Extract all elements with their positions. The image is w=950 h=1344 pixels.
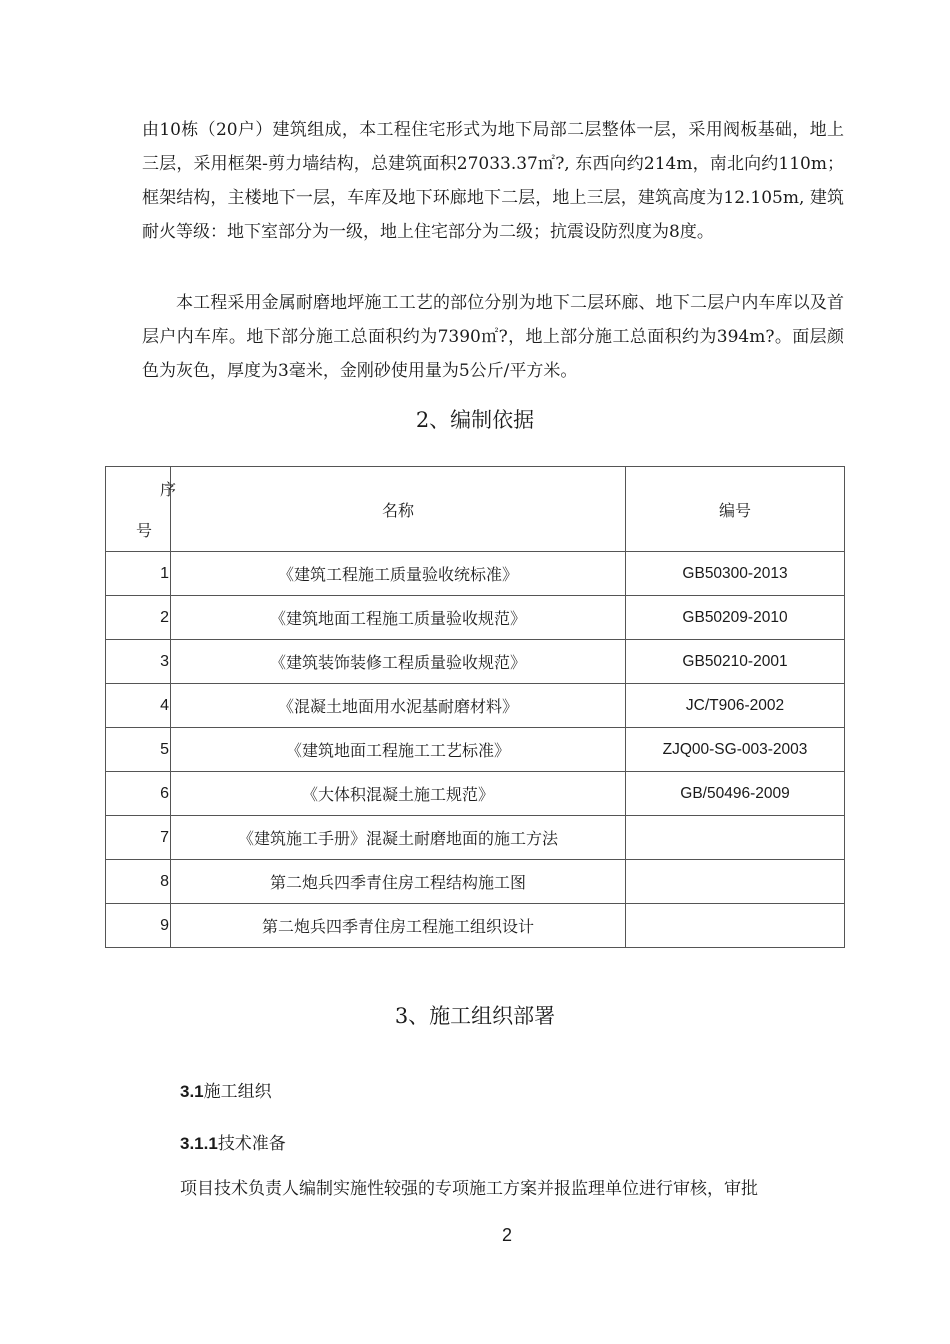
- row-no: 4: [106, 684, 171, 728]
- section-heading-basis: 2、编制依据: [415, 408, 535, 432]
- row-name: 《大体积混凝土施工规范》: [171, 772, 626, 816]
- subheading-technical-prep: [180, 1129, 286, 1154]
- row-name: 《建筑装饰装修工程质量验收规范》: [171, 640, 626, 684]
- row-name: 《混凝土地面用水泥基耐磨材料》: [171, 684, 626, 728]
- table-row: [106, 772, 845, 816]
- table-row: [106, 596, 845, 640]
- row-no: 2: [106, 596, 171, 640]
- header-cell-code: 编号: [626, 467, 845, 552]
- row-no: 6: [106, 772, 171, 816]
- section-heading-organization: 3、施工组织部署: [394, 1004, 556, 1028]
- paragraph-project-overview: 由10栋（20户）建筑组成，本工程住宅形式为地下局部二层整体一层，采用阀板基础，地上三层，采用框架-剪力墙结构，总建筑面积27033.37㎡?, 东西向约214m，南北向约110m；框架结构，主楼地下一层，车库及地下环廊地下二层，地上三层，建筑高度为12.105m, 建筑耐火等级：地下室部分为一级，地上住宅部分为二级；抗震设防烈度为8度。: [142, 120, 844, 242]
- row-code: GB50209-2010: [626, 596, 845, 640]
- row-no: 7: [106, 816, 171, 860]
- row-name: 《建筑地面工程施工工艺标准》: [171, 728, 626, 772]
- page-number: 2: [501, 1225, 512, 1245]
- table-row: [106, 860, 845, 904]
- header-no-part2: 号: [136, 521, 153, 540]
- row-code: GB50210-2001: [626, 640, 845, 684]
- table-row: [106, 552, 845, 596]
- table-row: [106, 640, 845, 684]
- row-no: 1: [106, 552, 171, 596]
- table-row: [106, 816, 845, 860]
- subheading-number: 3.1.1: [180, 1134, 218, 1153]
- row-code: GB/50496-2009: [626, 772, 845, 816]
- row-code: [626, 816, 845, 860]
- table-row: [106, 728, 845, 772]
- row-name: 《建筑施工手册》混凝土耐磨地面的施工方法: [171, 816, 626, 860]
- row-name: 第二炮兵四季青住房工程施工组织设计: [171, 904, 626, 948]
- paragraph-floor-area: 本工程采用金属耐磨地坪施工工艺的部位分别为地下二层环廊、地下二层户内车库以及首层户内车库。地下部分施工总面积约为7390㎡?，地上部分施工总面积约为394m?。面层颜色为灰色，厚度为3毫米，金刚砂使用量为5公斤/平方米。: [142, 293, 844, 381]
- row-no: 3: [106, 640, 171, 684]
- header-cell-name: 名称: [171, 467, 626, 552]
- row-no: 8: [106, 860, 171, 904]
- table-row: [106, 684, 845, 728]
- row-name: 《建筑地面工程施工质量验收规范》: [171, 596, 626, 640]
- row-code: JC/T906-2002: [626, 684, 845, 728]
- row-code: [626, 860, 845, 904]
- row-code: ZJQ00-SG-003-2003: [626, 728, 845, 772]
- paragraph-technical-prep: 项目技术负责人编制实施性较强的专项施工方案并报监理单位进行审核，审批: [180, 1179, 758, 1199]
- row-code: GB50300-2013: [626, 552, 845, 596]
- subheading-number: 3.1: [180, 1082, 204, 1101]
- subheading-construction-org: [180, 1077, 272, 1102]
- header-no-part1: 序: [159, 480, 176, 499]
- table-row: [106, 904, 845, 948]
- row-no: 5: [106, 728, 171, 772]
- row-code: [626, 904, 845, 948]
- header-cell-no: [106, 467, 176, 552]
- row-name: 第二炮兵四季青住房工程结构施工图: [171, 860, 626, 904]
- subheading-label: 技术准备: [217, 1134, 286, 1154]
- subheading-label: 施工组织: [203, 1082, 272, 1102]
- row-no: 9: [106, 904, 171, 948]
- row-name: 《建筑工程施工质量验收统标准》: [171, 552, 626, 596]
- table-header-row: [106, 467, 845, 552]
- basis-table: [105, 466, 845, 948]
